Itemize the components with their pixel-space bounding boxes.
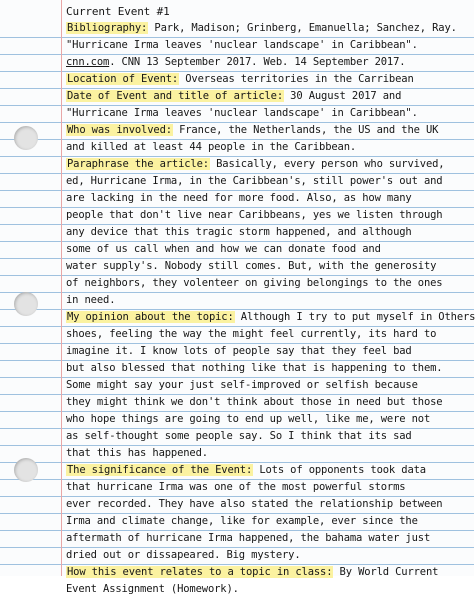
handwritten-text xyxy=(66,3,475,598)
margin-line xyxy=(61,0,62,576)
text-line: who hope things are going to end up well, like me, were not xyxy=(66,413,431,425)
text-line: they might think we don't think about those in need but those xyxy=(66,396,443,408)
text-line: "Hurricane Irma leaves 'nuclear landscape' in Caribbean". xyxy=(66,39,418,51)
text-line: as self-thought some people say. So I think that its sad xyxy=(66,430,412,442)
text-line: people that don't live near Caribbeans, yes we listen through xyxy=(66,209,443,221)
paraphrase-line: Paraphrase the article: Basically, every person who survived, xyxy=(67,158,445,170)
bibliography-label: Bibliography: xyxy=(67,22,148,34)
punch-hole xyxy=(14,126,38,150)
text-line: of neighbors, they volenteer on giving belongings to the ones xyxy=(66,277,443,289)
text-line: that hurricane Irma was one of the most powerful storms xyxy=(66,481,406,493)
text-line: any device that this tragic storm happened, and although xyxy=(66,226,412,238)
location-label: Location of Event: xyxy=(67,73,179,85)
date-label: Date of Event and title of article: xyxy=(67,90,284,102)
who-line: Who was involved: France, the Netherlands, the US and the UK xyxy=(67,124,439,136)
text-line: shoes, feeling the way the might feel currently, its hard to xyxy=(66,328,437,340)
significance-label: The significance of the Event: xyxy=(67,464,253,476)
relates-line: How this event relates to a topic in class: By World Current xyxy=(67,566,439,578)
text-line: Event Assignment (Homework). xyxy=(66,583,239,595)
significance-line: The significance of the Event: Lots of opponents took data xyxy=(67,464,426,476)
text-line: and killed at least 44 people in the Caribbean. xyxy=(66,141,357,153)
text-line: water supply's. Nobody still comes. But, with the generosity xyxy=(66,260,437,272)
opinion-label: My opinion about the topic: xyxy=(67,311,234,323)
punch-hole xyxy=(14,458,38,482)
text-line: Irma and climate change, like for example, ever since the xyxy=(66,515,418,527)
text-line: dried out or dissapeared. Big mystery. xyxy=(66,549,301,561)
page-title: Current Event #1 xyxy=(66,5,170,18)
text-line: "Hurricane Irma leaves 'nuclear landscape' in Caribbean". xyxy=(66,107,418,119)
who-label: Who was involved: xyxy=(67,124,172,136)
text-line: ed, Hurricane Irma, in the Caribbean's, still power's out and xyxy=(66,175,443,187)
text-line: but also blessed that nothing like that is happening to them. xyxy=(66,362,443,374)
location-line: Location of Event: Overseas territories in the Carribean xyxy=(67,73,414,85)
text-line: aftermath of hurricane Irma happened, the bahama water just xyxy=(66,532,431,544)
text-line: ever recorded. They have also stated the relationship between xyxy=(66,498,443,510)
text-line: that this has happened. xyxy=(66,447,208,459)
source-site: cnn.com xyxy=(66,56,110,68)
opinion-line: My opinion about the topic: Although I try to put myself in Others xyxy=(67,311,475,323)
relates-label: How this event relates to a topic in class: xyxy=(67,566,333,578)
paraphrase-label: Paraphrase the article: xyxy=(67,158,209,170)
text-line: Some might say your just self-improved or selfish because xyxy=(66,379,418,391)
text-line: are lacking in the need for more food. Also, as how many xyxy=(66,192,412,204)
text-line: in need. xyxy=(66,294,116,306)
text-line: imagine it. I know lots of people say that they feel bad xyxy=(66,345,412,357)
punch-hole xyxy=(14,292,38,316)
date-line: Date of Event and title of article: 30 August 2017 and xyxy=(67,90,402,102)
text-line: some of us call when and how we can donate food and xyxy=(66,243,381,255)
text-line: cnn.com. CNN 13 September 2017. Web. 14 September 2017. xyxy=(66,56,406,68)
bibliography-line: Bibliography: Park, Madison; Grinberg, Emanuella; Sanchez, Ray. xyxy=(67,22,457,34)
